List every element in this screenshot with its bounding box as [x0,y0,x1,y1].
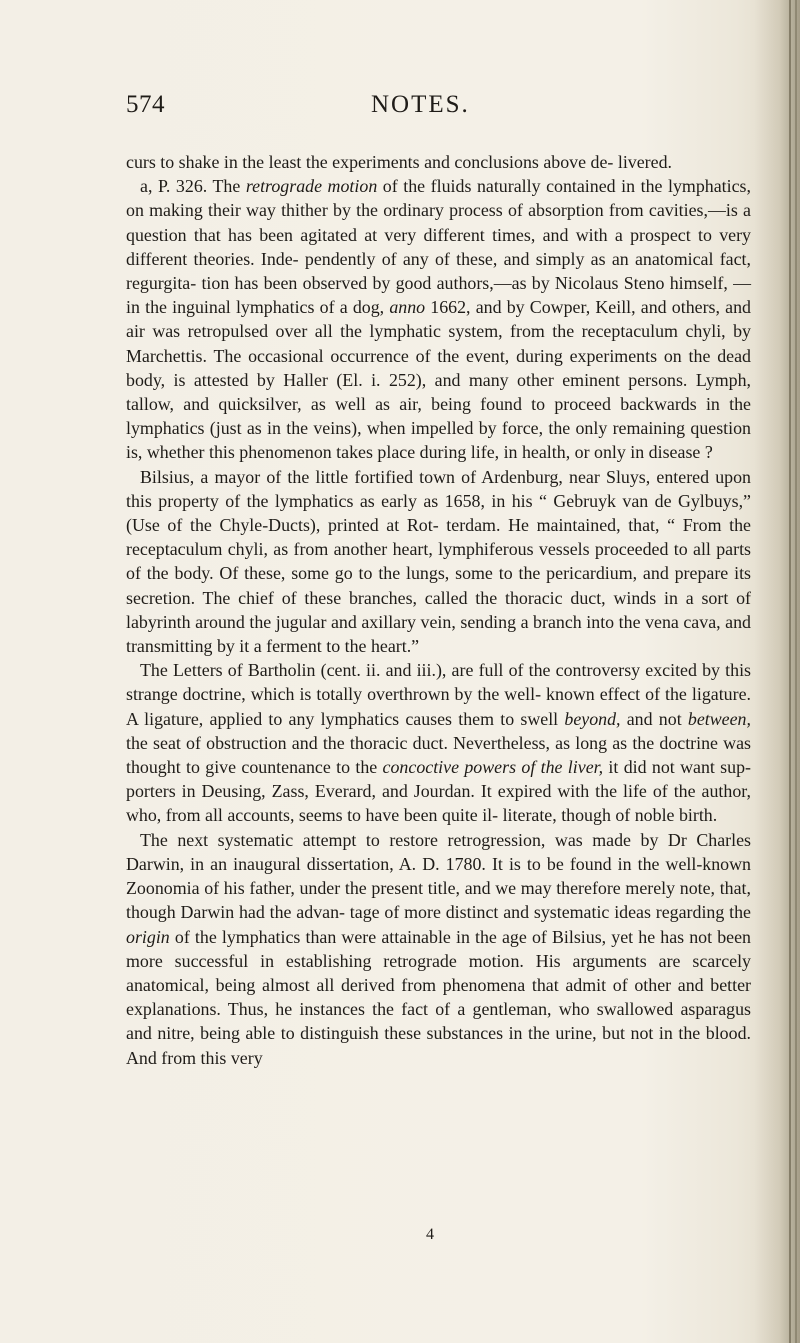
text-run: curs to shake in the least the experiments and conclusions above de- livered. [126,152,672,172]
italic-run: anno [389,297,426,318]
paragraph [126,150,751,174]
italic-run: between, [687,708,751,729]
text-run: 1662, and by Cowper, Keill, and others, and air was retropulsed over all the lymphatic system, from the receptaculum chyli, by Marchettis. The occasional occurrence of the event, during experiments on the dead body, is attested by Haller (El. i. 252), and many other eminent persons. Lymph, tallow, and quicksilver, as well as air, being found to proceed backwards in the lymphatics (just as in the veins), when impelled by force, the only remaining question is, whether this phenomenon takes place during life, in health, or only in disease ? [126,297,751,463]
page-edge-line [795,0,797,1343]
page-edge-shadow [754,0,800,1343]
text-run: The Letters of Bartholin (cent. ii. and iii.), are full of the controversy excited by this strange doctrine, which is totally overthrown by the well- known effect of the ligature. A ligature, applied to any lymphatics causes them to swell [126,660,751,729]
text-run: and not [620,708,688,729]
italic-run: beyond, [564,708,621,729]
text-run: of the fluids naturally contained in the lymphatics, on making their way thither by the ordinary process of absorption from cavities,—is a question that has been agitated at very different times, and with a prospect to very different theories. Inde- pendently of any of these, and simply as an anatomical fact, regurgita- tion has been observed by good authors,—as by Nicolaus Steno himself, —in the inguinal lymphatics of a dog, [126,176,751,318]
text-run: of the lymphatics than were attainable in the age of Bilsius, yet he has not been more successful in establishing retrograde motion. His arguments are scarcely anatomical, being almost all derived from phenomena that admit of other and better explanations. Thus, he instances the fact of a gentleman, who swallowed asparagus and nitre, being able to distinguish these substances in the urine, but not in the blood. And from this very [126,926,751,1068]
text-run: a, P. 326. The [140,176,246,197]
paragraph [126,465,751,659]
text-run: The next systematic attempt to restore retrogression, was made by Dr Charles Darwin, in an inaugural dissertation, A. D. 1780. It is to be found in the well-known Zoonomia of his father, under the present title, and we may therefore merely note, that, though Darwin had the advan- tage of more distinct and systematic ideas regarding the [126,829,751,923]
paragraph [126,658,751,827]
italic-run: retrograde motion [245,176,378,197]
italic-run: origin [126,926,170,947]
page-number: 574 [126,91,165,118]
page-edge-line [789,0,791,1343]
text-run: the seat of obstruction and the thoracic duct. Nevertheless, as long as the doctrine was thought to give countenance to the [126,732,751,778]
paragraph [126,174,751,464]
text-run: Bilsius, a mayor of the little fortified town of Ardenburg, near Sluys, entered upon this property of the lymphatics as early as 1658, in his “ Gebruyk van de Gylbuys,” (Use of the Chyle-Ducts), printed at Rot- terdam. He maintained, that, “ From the receptaculum chyli, as from another heart, lymphiferous vessels proceeded to all parts of the body. Of these, some go to the lungs, some to the pericardium, and prepare its secretion. The chief of these branches, called the thoracic duct, winds in a sort of labyrinth around the jugular and axillary vein, sending a branch into the vena cava, and transmitting by it a ferment to the heart.” [126,466,751,657]
italic-run: concoctive powers of the liver, [382,757,604,778]
header-title: NOTES. [371,91,470,118]
paragraph [126,828,751,1070]
body-text [126,150,751,1070]
signature-mark: 4 [426,1226,434,1243]
text-run: it did not want sup- porters in Deusing, Zass, Everard, and Jourdan. It expired with the life of the author, who, from all accounts, seems to have been quite il- literate, though of noble birth. [126,757,751,826]
running-head [126,91,746,131]
